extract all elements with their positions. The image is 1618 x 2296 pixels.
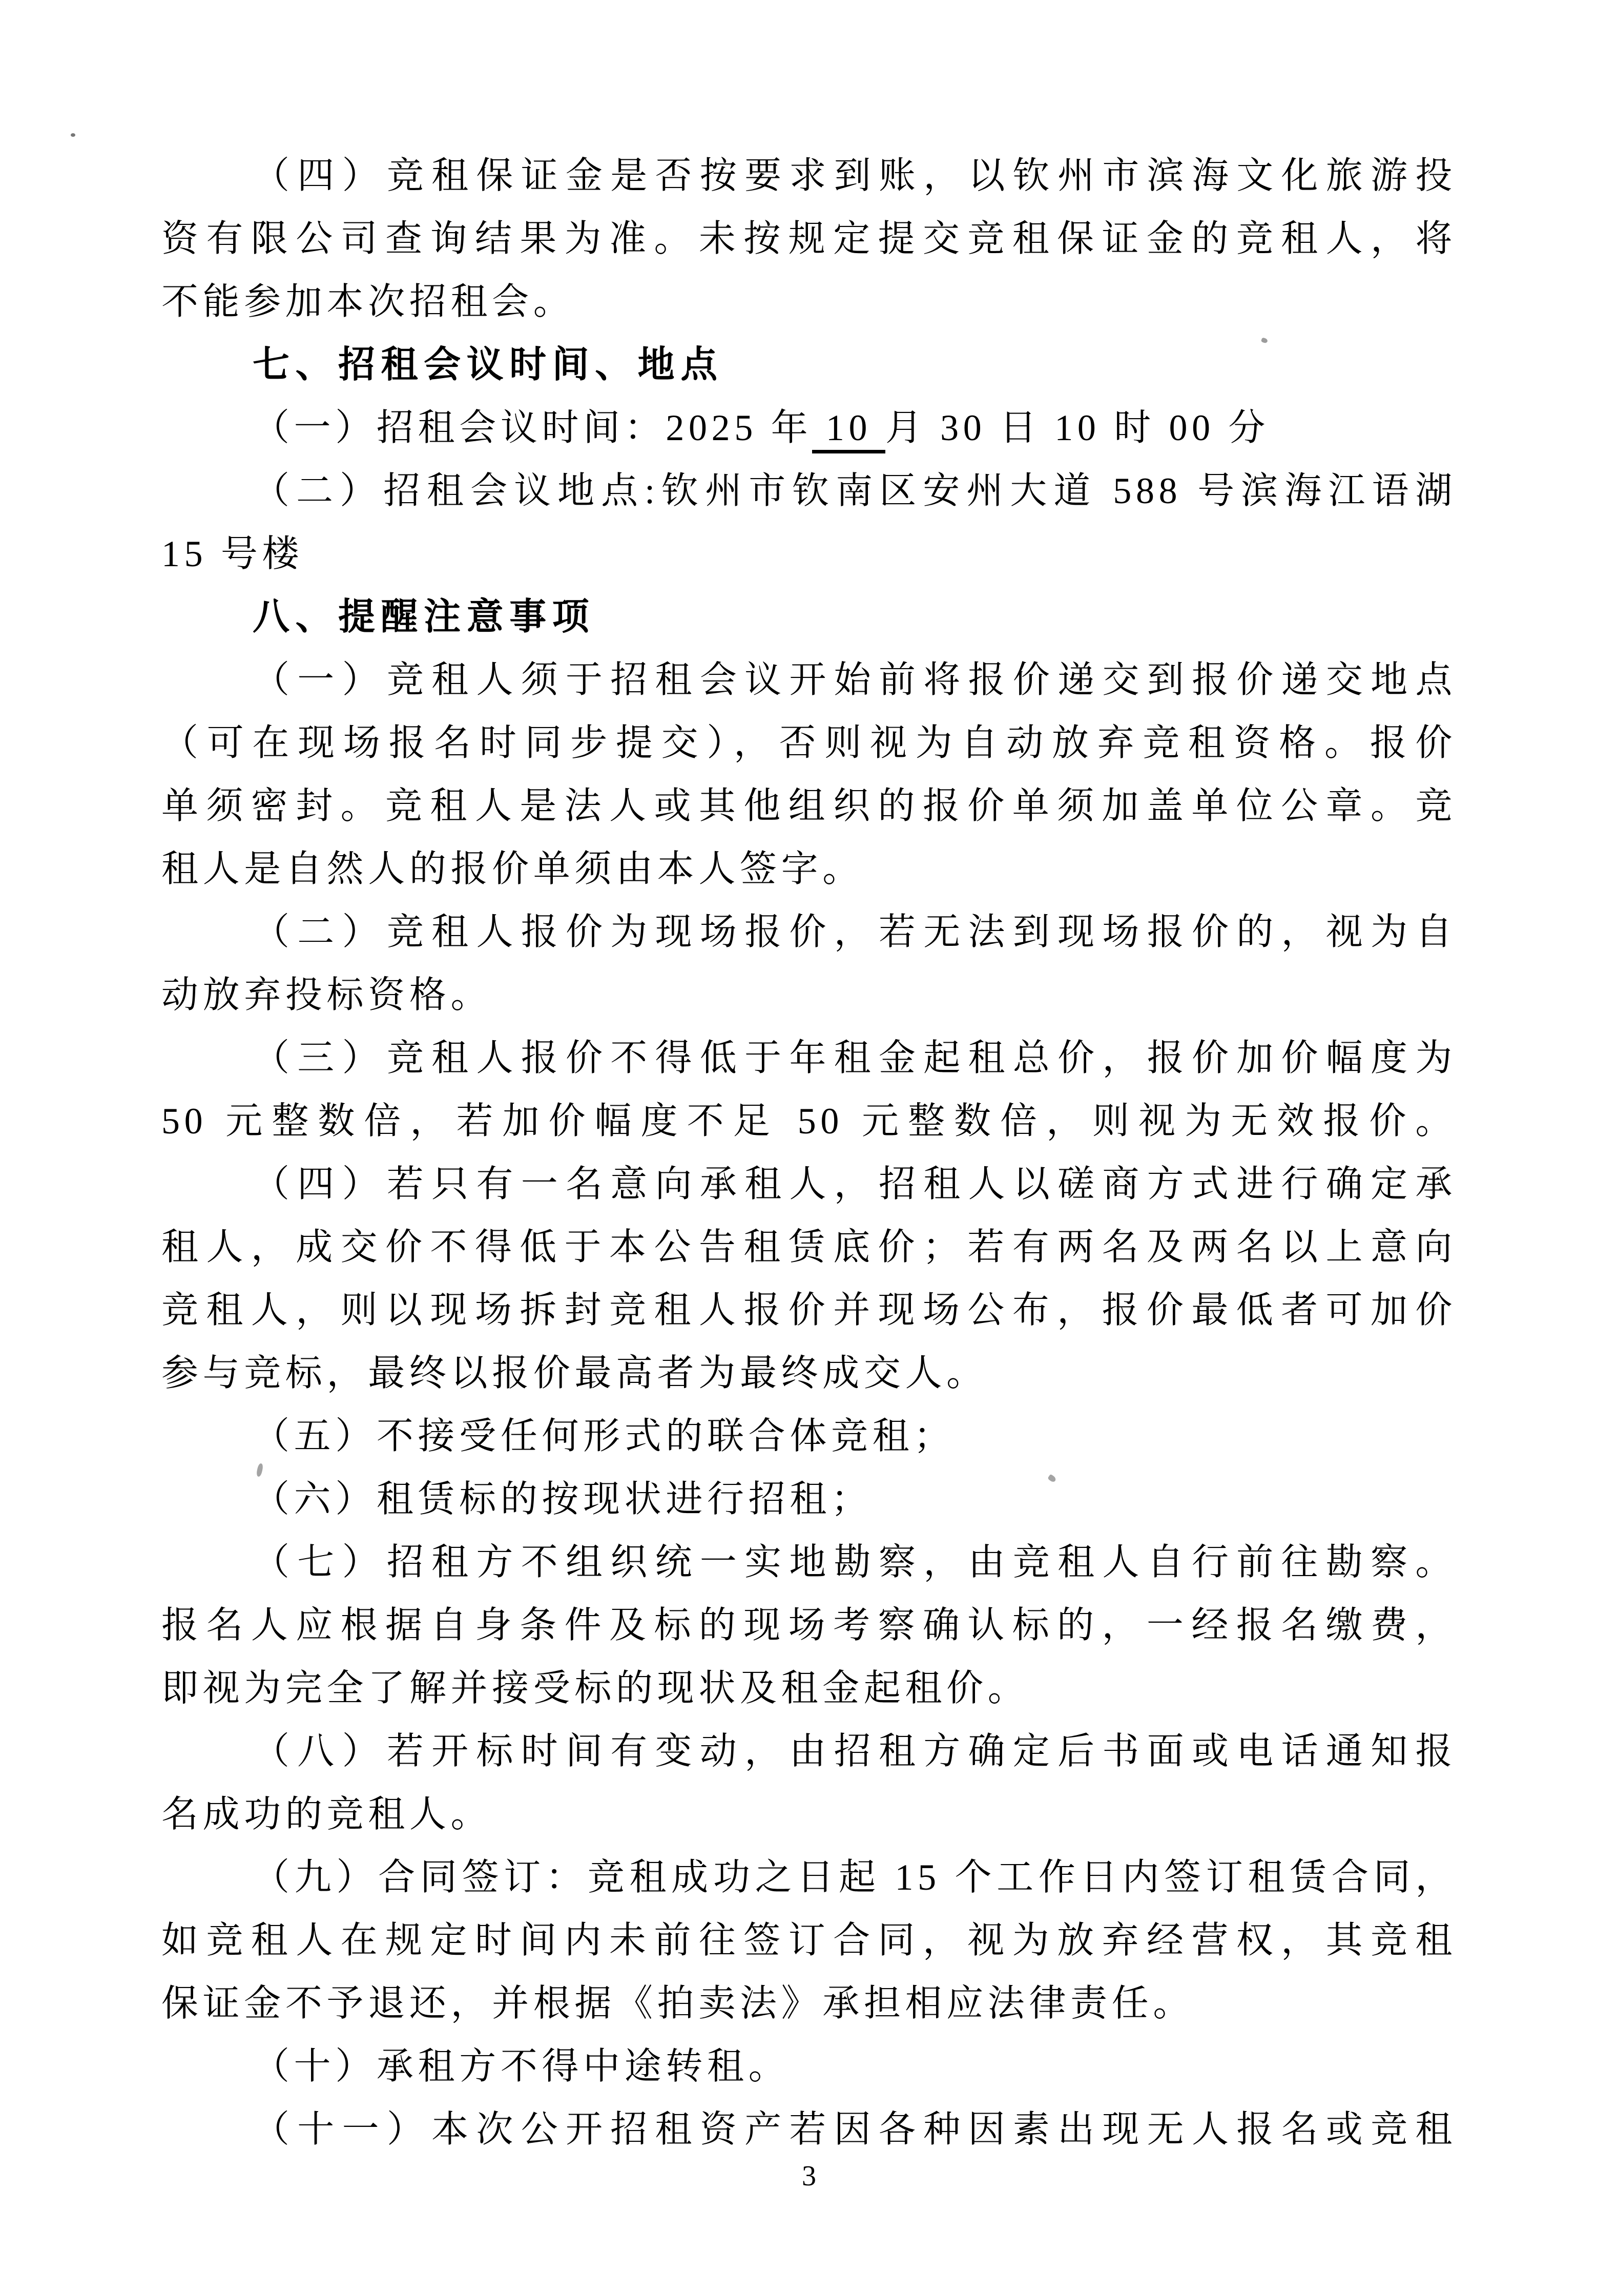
text-line: 保证金不予退还，并根据《拍卖法》承担相应法律责任。: [161, 1983, 1195, 2024]
text-line: 租人是自然人的报价单须由本人签字。: [161, 849, 864, 890]
text-line: （七）招租方不组织统一实地勘察，由竞租人自行前往勘察。: [253, 1542, 1457, 1583]
text-segment: 月 30 日 10 时 00 分: [885, 407, 1270, 448]
text-line: （五）不接受任何形式的联合体竞租；: [253, 1416, 955, 1457]
text-line: 如竞租人在规定时间内未前往签订合同，视为放弃经营权，其竞租: [161, 1920, 1457, 1961]
scan-artifact: [71, 133, 75, 137]
text-line: 资有限公司查询结果为准。未按规定提交竞租保证金的竞租人，将: [161, 218, 1457, 259]
text-line: 竞租人，则以现场拆封竞租人报价并现场公布，报价最低者可加价: [161, 1290, 1457, 1331]
text-line: （一）竞租人须于招租会议开始前将报价递交到报价递交地点: [253, 659, 1457, 700]
text-line: （九）合同签订：竞租成功之日起 15 个工作日内签订租赁合同，: [253, 1857, 1457, 1898]
text-line: 即视为完全了解并接受标的现状及租金起租价。: [161, 1668, 1029, 1709]
text-line: （三）竞租人报价不得低于年租金起租总价，报价加价幅度为: [253, 1038, 1457, 1079]
text-line: （十一）本次公开招租资产若因各种因素出现无人报名或竞租: [253, 2109, 1457, 2150]
text-line: 报名人应根据自身条件及标的现场考察确认标的，一经报名缴费，: [161, 1605, 1457, 1646]
text-line: （六）租赁标的按现状进行招租；: [253, 1479, 873, 1520]
section-heading: 八、提醒注意事项: [253, 596, 595, 637]
underlined-month: 10: [812, 407, 885, 453]
text-line: （十）承租方不得中途转租。: [253, 2046, 790, 2087]
section-heading: 七、招租会议时间、地点: [253, 344, 723, 385]
text-line: （可在现场报名时同步提交），否则视为自动放弃竞租资格。报价: [161, 722, 1457, 763]
text-line: 不能参加本次招租会。: [161, 281, 575, 322]
text-line: 单须密封。竞租人是法人或其他组织的报价单须加盖单位公章。竞: [161, 785, 1457, 826]
text-line: （二）竞租人报价为现场报价，若无法到现场报价的，视为自: [253, 912, 1457, 953]
text-line: 参与竞标，最终以报价最高者为最终成交人。: [161, 1353, 988, 1394]
text-body: [161, 144, 1457, 2161]
text-line: （二）招租会议地点:钦州市钦南区安州大道 588 号滨海江语湖: [253, 470, 1457, 511]
text-line: 租人，成交价不得低于本公告租赁底价；若有两名及两名以上意向: [161, 1227, 1457, 1268]
text-line: （四）竞租保证金是否按要求到账，以钦州市滨海文化旅游投: [253, 155, 1457, 196]
text-segment: （一）招租会议时间：2025 年: [253, 407, 813, 448]
text-line: （四）若只有一名意向承租人，招租人以磋商方式进行确定承: [253, 1164, 1457, 1205]
text-line: 名成功的竞租人。: [161, 1794, 492, 1835]
page-number: 3: [802, 2160, 816, 2192]
text-line: 动放弃投标资格。: [161, 975, 492, 1016]
text-line: （八）若开标时间有变动，由招租方确定后书面或电话通知报: [253, 1731, 1457, 1772]
text-line: 50 元整数倍，若加价幅度不足 50 元整数倍，则视为无效报价。: [161, 1101, 1457, 1142]
text-line: 15 号楼: [161, 533, 304, 574]
text-line: [161, 397, 1457, 460]
